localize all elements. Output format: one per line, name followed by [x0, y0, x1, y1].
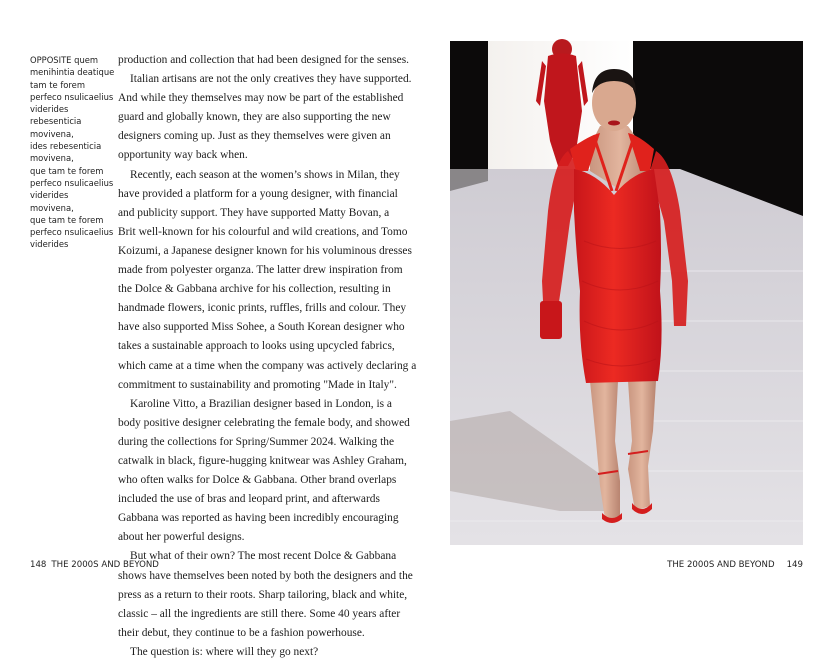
- body-line: designers coming up. Just as they themselves were given an: [118, 130, 391, 143]
- body-text: [118, 51, 417, 662]
- body-line: their debut, they continue to be a fashion powerhouse.: [118, 626, 365, 639]
- caption-line: rebesenticia: [30, 116, 82, 127]
- body-line: the Dolce & Gabbana archive for his collection, resulting in: [118, 283, 391, 296]
- caption-line: tam te forem: [30, 79, 85, 90]
- caption-line: que tam te forem: [30, 214, 104, 225]
- page-number-left: 148: [30, 560, 47, 570]
- body-line: press as a return to their roots. Sharp tailoring, black and white,: [118, 588, 408, 601]
- folio-right: [667, 560, 803, 570]
- body-line: during the collections for Spring/Summer 2024. Walking the: [118, 435, 395, 448]
- body-line: But what of their own? The most recent Dolce & Gabbana: [130, 550, 397, 563]
- body-line: Italian artisans are not the only creatives they have supported.: [130, 73, 412, 86]
- red-dress: [574, 169, 662, 383]
- body-line: who often walks for Dolce & Gabbana. Other brand overlaps: [118, 474, 397, 487]
- body-line: catwalk in black, figure-hugging knitwear was Ashley Graham,: [118, 454, 407, 467]
- runway-photo: [450, 41, 803, 545]
- body-line: about her powerful designs.: [118, 531, 245, 544]
- body-line: opportunity way back when.: [118, 149, 248, 162]
- body-line: commitment to sustainability and promoting "Made in Italy".: [118, 378, 397, 391]
- page-number-right: 149: [786, 560, 803, 570]
- body-line: Karoline Vitto, a Brazilian designer based in London, is a: [130, 397, 392, 410]
- caption-line: que tam te forem: [30, 165, 104, 176]
- body-line: Gabbana was reported as having been incredibly encouraging: [118, 512, 399, 525]
- folio-left: [30, 560, 159, 570]
- body-line: Recently, each season at the women’s shows in Milan, they: [130, 168, 400, 181]
- running-head-right: THE 2000S AND BEYOND: [667, 560, 775, 570]
- body-line: included the use of bras and leopard print, and afterwards: [118, 493, 380, 506]
- body-line: And while they themselves may now be part of the established: [118, 92, 404, 105]
- caption-line: OPPOSITE quem: [30, 55, 99, 65]
- body-line: The question is: where will they go next?: [130, 645, 319, 658]
- caption-line: perfeco nsulicaelius: [30, 177, 114, 188]
- body-line: production and collection that had been designed for the senses.: [118, 54, 410, 66]
- body-line: handmade flowers, iconic prints, ruffles, frills and colour. They: [118, 302, 407, 315]
- caption-line: viderides: [30, 104, 69, 115]
- body-line: Brit well-known for his colourful and wild creations, and Tomo: [118, 225, 408, 238]
- caption-line: movivena,: [30, 153, 74, 164]
- caption-line: movivena,: [30, 202, 74, 213]
- caption-line: perfeco nsulicaelius: [30, 227, 114, 238]
- caption-line: ides rebesenticia: [30, 141, 102, 152]
- running-head-left: THE 2000S AND BEYOND: [51, 560, 159, 570]
- body-line: which came at a time when the company was actively declaring a: [118, 359, 417, 372]
- body-line: body positive designer celebrating the female body, and showed: [118, 416, 410, 429]
- caption-line: perfeco nsulicaelius: [30, 91, 114, 102]
- caption-line: movivena,: [30, 128, 74, 139]
- body-line: Koizumi, a Japanese designer known for his voluminous dresses: [118, 244, 412, 257]
- body-line: have provided a platform for a young designer, with financial: [118, 187, 398, 200]
- body-line: shows have themselves been noted by both the designers and the: [118, 569, 413, 582]
- caption-line: viderides: [30, 190, 69, 201]
- photo-caption: [30, 54, 115, 251]
- body-line: made from polyester organza. The latter drew inspiration from: [118, 264, 403, 277]
- runway-photo-illustration: [450, 41, 803, 545]
- body-line: takes a sustainable approach to looks using upcycled fabrics,: [118, 340, 395, 353]
- body-line: guard and globally known, they are also supporting the new: [118, 111, 391, 124]
- body-line: have also supported Miss Sohee, a South Korean designer who: [118, 321, 405, 334]
- body-line: and publicity support. They have supported Matty Bovan, a: [118, 206, 390, 219]
- caption-line: menihintia deatique: [30, 67, 115, 78]
- caption-line: viderides: [30, 239, 69, 250]
- body-line: classic – all the ingredients are still there. Some 40 years after: [118, 607, 401, 620]
